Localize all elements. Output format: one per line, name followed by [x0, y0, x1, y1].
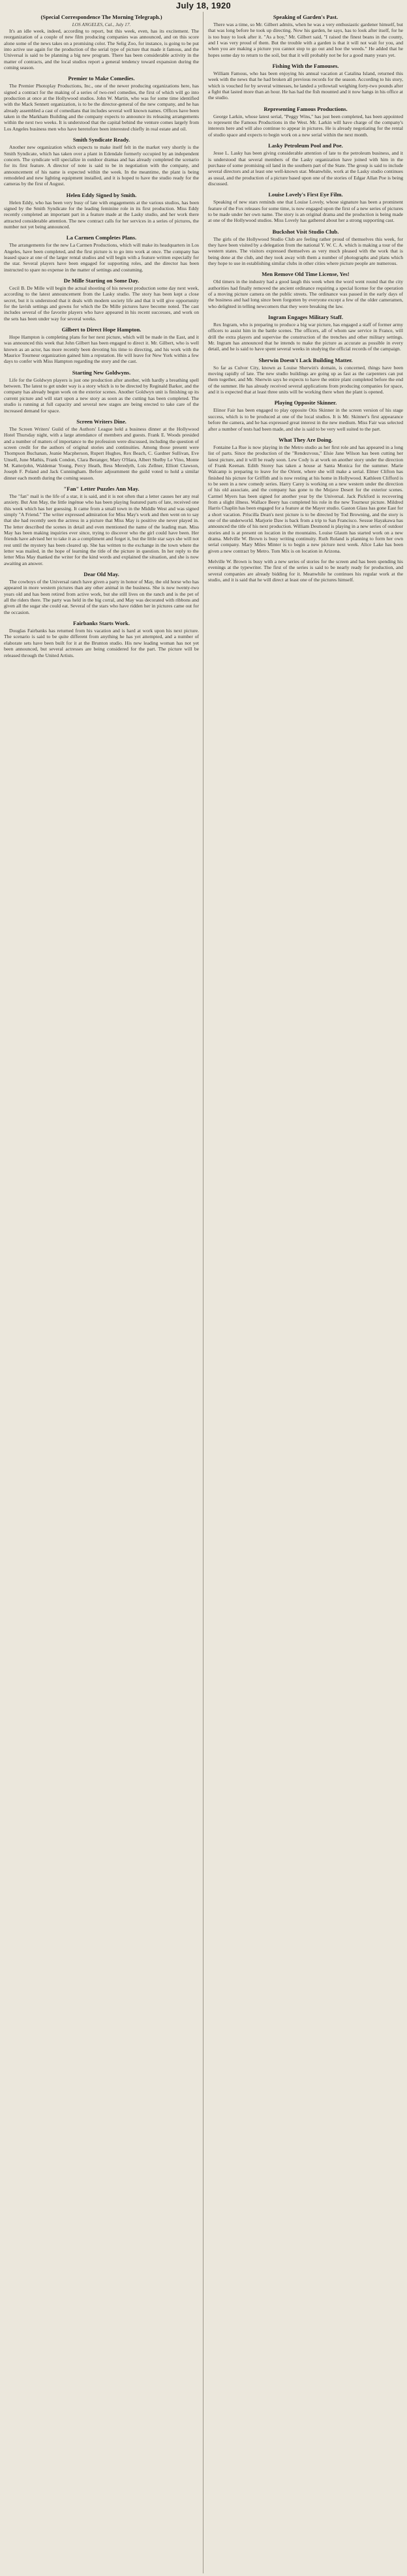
article-body: Hope Hampton is completing plans for her next picture, which will be made in the East, and it was announced this week that John Gilbert has been engaged to direct it. Mr. Gilbert, who is well known as an actor, has more recently been devoting his time to directing, and his work with the Maurice Tourneur organization gained him a reputation. He will leave for New York within a few days to confer with Miss Hampton regarding the story and the cast.: [4, 334, 199, 365]
article: [208, 399, 403, 431]
article-headline: Buckshot Visit Studio Club.: [272, 228, 339, 235]
article: [208, 228, 403, 267]
article-headline: De Mille Starting on Some Day.: [63, 277, 140, 284]
article-headline: What They Are Doing.: [279, 436, 333, 443]
article-body: Jesse L. Lasky has been giving considerable attention of late to the petroleum business, and it is understood that several members of the Lasky organization have joined with him in the purchase of some promising oil land in the southern part of the State. The group is said to include several directors and at least one well-known star. Meanwhile, work at the Lasky studio continues as usual, and the production of a picture based upon one of the stories of Edgar Allan Poe is being discussed.: [208, 150, 403, 187]
article-body: Rex Ingram, who is preparing to produce a big war picture, has engaged a staff of former army officers to assist him in the battle scenes. The officers, all of whom saw service in France, will drill the extra players and supervise the construction of the trenches and other military settings. Mr. Ingram has announced that he intends to make the picture as accurate as possible in every detail, and he is said to have spent several weeks in studying the official records of the campaign.: [208, 322, 403, 352]
article: [4, 234, 199, 273]
article-body: Elinor Fair has been engaged to play opposite Otis Skinner in the screen version of his stage success, which is to be produced at one of the local studios. It is Mr. Skinner's first appearance before the camera, and he has expressed great interest in the new medium. Miss Fair was selected after a number of tests had been made, and she is said to be very well suited to the part.: [208, 407, 403, 432]
article: [4, 369, 199, 414]
article: [4, 571, 199, 615]
article-body: William Famous, who has been enjoying his annual vacation at Catalina Island, returned this week with the news that he had broken all previous records for the season. According to his story, which is vouched for by several witnesses, he landed a yellowtail weighing forty-two pounds after a fight that lasted more than an hour. He has had the fish mounted and it now hangs in his office at the studio.: [208, 70, 403, 101]
article-headline: Representing Famous Productions.: [264, 105, 348, 112]
article: [4, 418, 199, 481]
article: [4, 75, 199, 132]
left-column: [4, 12, 199, 2573]
article-headline: (Special Correspondence The Morning Telegraph.): [40, 14, 162, 20]
article-body: The Screen Writers' Guild of the Authors' League held a business dinner at the Hollywood Hotel Thursday night, with a large attendance of members and guests. Frank E. Woods presided and a number of matters of importance to the profession were discussed, including the question of screen credit for the authors of original stories and continuities. Among those present were Thompson Buchanan, Jeanie Macpherson, Rupert Hughes, Rex Beach, C. Gardner Sullivan, Eve Unsell, June Mathis, Frank Condon, Clara Beranger, Mary O'Hara, Albert Shelby Le Vino, Monte M. Katterjohn, Waldemar Young, Percy Heath, Bess Meredyth, Lois Zellner, Elliott Clawson, Joseph F. Poland and Jack Cunningham. Before adjournment the guild voted to hold a similar dinner each month during the coming season.: [4, 425, 199, 481]
article-headline: Fishing With the Famouses.: [272, 63, 339, 70]
article-headline: Premier to Make Comedies.: [68, 75, 135, 82]
article: [208, 314, 403, 352]
article-body: Cecil B. De Mille will begin the actual shooting of his newest production some day next week, according to the latest announcement from the Lasky studio. The story has been kept a close secret, but it is understood that it deals with modern society life and that it will give opportunity for the lavish settings and gowns for which the De Mille pictures have become noted. The cast includes several of the favorite players who have appeared in his recent successes, and work on the sets has been under way for several weeks.: [4, 285, 199, 322]
article: [208, 437, 403, 554]
article: [4, 485, 199, 566]
article-headline: Dear Old May.: [83, 571, 119, 578]
article-headline: Speaking of Garden's Past.: [273, 14, 339, 20]
article: [208, 559, 403, 583]
article-body: There was a time, so Mr. Gilbert admits, when he was a very enthusiastic gardener himself, but that was long before he took up directing. Now his garden, he says, has to look after itself, for he is too busy to look after it. "As a boy," Mr. Gilbert said, "I raised the finest beans in the county, and I was very proud of them. But the trouble with a garden is that it will not wait for you, and when you are making a picture you cannot stop to go out and hoe the weeds." He added that he hopes some day to return to the soil, but that it will probably not be for a good many years yet.: [208, 22, 403, 58]
article: [4, 136, 199, 187]
article-body: The cowboys of the Universal ranch have given a party in honor of May, the old horse who has appeared in more western pictures than any other animal in the business. She is now twenty-two years old and has been retired from active work, but she still lives on the ranch and is the pet of all the riders there. The party was held in the big corral, and May was decorated with ribbons and given all the sugar she could eat. Several of the stars who have ridden her in pictures came out for the occasion.: [4, 579, 199, 615]
article-body: So far as Culver City, known as Louise Sherwin's domain, is concerned, things have been moving rapidly of late. The new studio buildings are going up as fast as the carpenters can put them together, and Mr. Sherwin says he expects to have the entire plant completed before the end of the summer. He has already received several applications from producing companies for space, and it is expected that at least three units will be working there when the plant is opened.: [208, 364, 403, 395]
article-headline: Men Remove Old Time License, Yes!: [262, 271, 350, 278]
article-body: The Premier Photoplay Productions, Inc., one of the newer producing organizations here, has signed a contract for the making of a series of two-reel comedies, the first of which will go into production at once at the Hollywood studios. John W. Martin, who was for some time identified with the Mack Sennett organization, is to be the director-general of the new company, and he has already assembled a cast of comedians that includes several well known names. Offices have been taken in the Markham Building and the company expects to announce its releasing arrangements within the next two weeks. It is understood that the capital behind the venture comes largely from Los Angeles business men who have heretofore been interested chiefly in real estate and oil.: [4, 83, 199, 132]
article: [208, 142, 403, 187]
article: [208, 357, 403, 395]
article: [4, 14, 199, 70]
article-body: Helen Eddy, who has been very busy of late with engagements at the various studios, has been signed by the Smith Syndicate for the leading feminine role in its first production. Miss Eddy recently completed an important part in a feature made at the Lasky studio, and her work there attracted considerable attention. The new contract calls for her services in a series of pictures, the number not yet being announced.: [4, 199, 199, 230]
article: [4, 277, 199, 322]
article: [4, 326, 199, 365]
article-body: Fontaine La Rue is now playing in the Metro studio as her first role and has appeared in a long list of parts. Since the production of the "Rendezvous," Elsie Jane Wilson has been cutting her latest picture, and it will be ready soon. Lew Cody is at work on another story under the direction of Frank Keenan. Edith Storey has taken a house at Santa Monica for the summer. Marie Walcamp is preparing to leave for the Orient, where she will make a serial. Elmer Clifton has finished his picture for Griffith and is now resting at his home in Hollywood. Kathleen Clifford is to be seen in a new comedy series. Harry Carey is working on a new western under the direction of his old associate, and the company has gone to the Mojave Desert for the exterior scenes. Carmel Myers has been signed for another year by the Universal. Jack Pickford is recovering from a slight illness. Wallace Beery has completed his role in the new Tourneur picture. Mildred Harris Chaplin has been engaged for a feature at the Mayer studio. Gaston Glass has gone East for a short vacation. Priscilla Dean's next picture is to be directed by Tod Browning, and the story is one of the underworld. Marjorie Daw is back from a trip to San Francisco. Sessue Hayakawa has announced the title of his next production. William Desmond is playing in a new series of outdoor stories and is at present on location in the mountains. Louise Glaum has started work on a new drama. Melville W. Brown is busy writing continuity. Ruth Roland is planning to form her own serial company. Mary Miles Minter is to begin a new picture next week. Alice Lake has been given a new contract by Metro. Tom Mix is on location in Arizona.: [208, 444, 403, 554]
article-dateline: LOS ANGELES, Cal., July 17.: [72, 22, 131, 27]
page-date: July 18, 1920: [175, 1, 232, 10]
article-body: The girls of the Hollywood Studio Club are feeling rather proud of themselves this week, for they have been visited by a delegation from the national Y. W. C. A. which is making a tour of the western states. The visitors expressed themselves as very much pleased with the work that is being done at the club, and they took away with them a number of photographs and plans which they hope to use in establishing similar clubs in other cities where picture people are numerous.: [208, 236, 403, 266]
article-headline: Louise Lovely's First Eye Film.: [268, 191, 343, 198]
article: [208, 271, 403, 309]
article: [208, 106, 403, 138]
article-headline: Starting New Goldwyns.: [72, 369, 131, 376]
article-body: Another new organization which expects to make itself felt in the market very shortly is the Smith Syndicate, which has taken over a plant in Edendale formerly occupied by an independent concern. The syndicate will specialize in outdoor dramas and has already completed the scenario for its first feature. A director of note is said to be in negotiation with the company, and announcement of his name is expected within the week. In the meantime, the plant is being remodeled and new lighting equipment installed, and it is hoped to have the studio ready for the cameras by the first of August.: [4, 144, 199, 187]
right-column: [208, 12, 403, 2573]
article-headline: Sherwin Doesn't Lack Building Matter.: [258, 356, 353, 363]
article-body: Life for the Goldwyn players is just one production after another, with hardly a breathing spell between. The latest to get under way is a story which is to be directed by Reginald Barker, and the company has already begun work on the exterior scenes. Another Goldwyn unit is finishing up its current picture and will start upon a new story as soon as the cutting has been completed. The studio is running at full capacity and several new stages are being erected to take care of the increased demand for space.: [4, 376, 199, 414]
article: [208, 63, 403, 101]
article-body: It's an idle week, indeed, according to report, but this week, even, has its excitement. The reorganization of a couple of new film producing companies was announced, and on this score alone some of the news takes on a promising color. The Selig Zoo, for instance, is going to be put into active use again for the production of the serial type of picture that made it famous, and the Universal is said to be planning a big new program. There has been considerable activity in the matter of contracts, and the local studios report a general tendency toward expansion during the coming season.: [4, 28, 199, 71]
article-headline: Lasky Petroleum Pool and Poe.: [268, 142, 343, 149]
column-rule: [203, 12, 204, 2573]
article-headline: La Carmen Completes Plans.: [66, 234, 137, 241]
article-body: Douglas Fairbanks has returned from his vacation and is hard at work upon his next picture. The scenario is said to be quite different from anything he has yet attempted, and a number of elaborate sets have been built for it at the Brunton studio. His new leading woman has not yet been announced, but several actresses are being considered for the part. The picture will be released through the United Artists.: [4, 628, 199, 658]
article-body: Melville W. Brown is busy with a new series of stories for the screen and has been spending his evenings at the typewriter. The first of the series is said to be nearly ready for production, and several companies are already bidding for it. Meanwhile he continues his regular work at the studio, and it is said that he will direct at least one of the pictures himself.: [208, 559, 403, 583]
article: [4, 620, 199, 658]
article-body: The "fan" mail is the life of a star, it is said, and it is not often that a letter causes her any real anxiety. But Ann May, the little ingénue who has been playing featured parts of late, received one this week which has her guessing. It came from a small town in the Middle West and was signed simply "A Friend." The writer expressed admiration for Miss May's work and then went on to say that she had recently seen the actress in a picture that Miss May is positive she never played in. The letter described the scenes in detail and even mentioned the name of the leading man. Miss May has been making inquiries ever since, trying to discover who the girl could have been. Her friends have advised her to take it as a compliment and forget it, but the little star says she will not rest until the mystery has been cleared up. She has written to the exchange in the town where the letter was mailed, in the hope of learning the title of the picture in question. In her reply to the letter Miss May thanked the writer for the kind words and explained the situation, and she is now awaiting an answer.: [4, 493, 199, 566]
article-body: The arrangements for the new La Carmen Productions, which will make its headquarters in Los Angeles, have been completed, and the first picture is to go into work at once. The company has leased space at one of the larger rental studios and will begin with a feature written especially for the star. Several players have been engaged for supporting roles, and the director has been instructed to spare no expense in the matter of settings and costuming.: [4, 242, 199, 273]
article: [208, 191, 403, 223]
article: [4, 192, 199, 230]
article-body: George Larkin, whose latest serial, "Peggy Wins," has just been completed, has been appointed to represent the Famous Productions in the West. Mr. Larkin will have charge of the company's interests here and will also continue to appear in pictures. He is already negotiating for the rental of studio space and expects to begin work on a new serial within the next month.: [208, 113, 403, 138]
article-headline: Gilbert to Direct Hope Hampton.: [61, 326, 142, 333]
article-body: Old timers in the industry had a good laugh this week when the word went round that the city authorities had finally removed the ancient ordinance requiring a special license for the operation of a moving picture camera on the public streets. The ordinance was passed in the early days of the business and had long since been forgotten by everyone except a few of the older cameramen, who delighted in telling newcomers that they were breaking the law.: [208, 279, 403, 309]
article-headline: "Fan" Letter Puzzles Ann May.: [63, 485, 140, 492]
article: [208, 14, 403, 58]
article-headline: Helen Eddy Signed by Smith.: [66, 191, 137, 198]
article-headline: Ingram Engages Military Staff.: [267, 314, 344, 321]
article-headline: Fairbanks Starts Work.: [73, 620, 130, 627]
article-body: Speaking of new stars reminds one that Louise Lovely, whose signature has been a prominent feature of the Fox releases for some time, is now engaged upon the first of a new series of pictures to be made under her own name. The story is an original drama and the production is being made at one of the Hollywood studios. Miss Lovely has gathered about her a strong supporting cast.: [208, 199, 403, 224]
article-headline: Smith Syndicate Ready.: [72, 136, 130, 144]
article-headline: Playing Opposite Skinner.: [274, 399, 337, 406]
columns-container: [4, 12, 403, 2573]
article-headline: Screen Writers Dine.: [76, 418, 127, 425]
